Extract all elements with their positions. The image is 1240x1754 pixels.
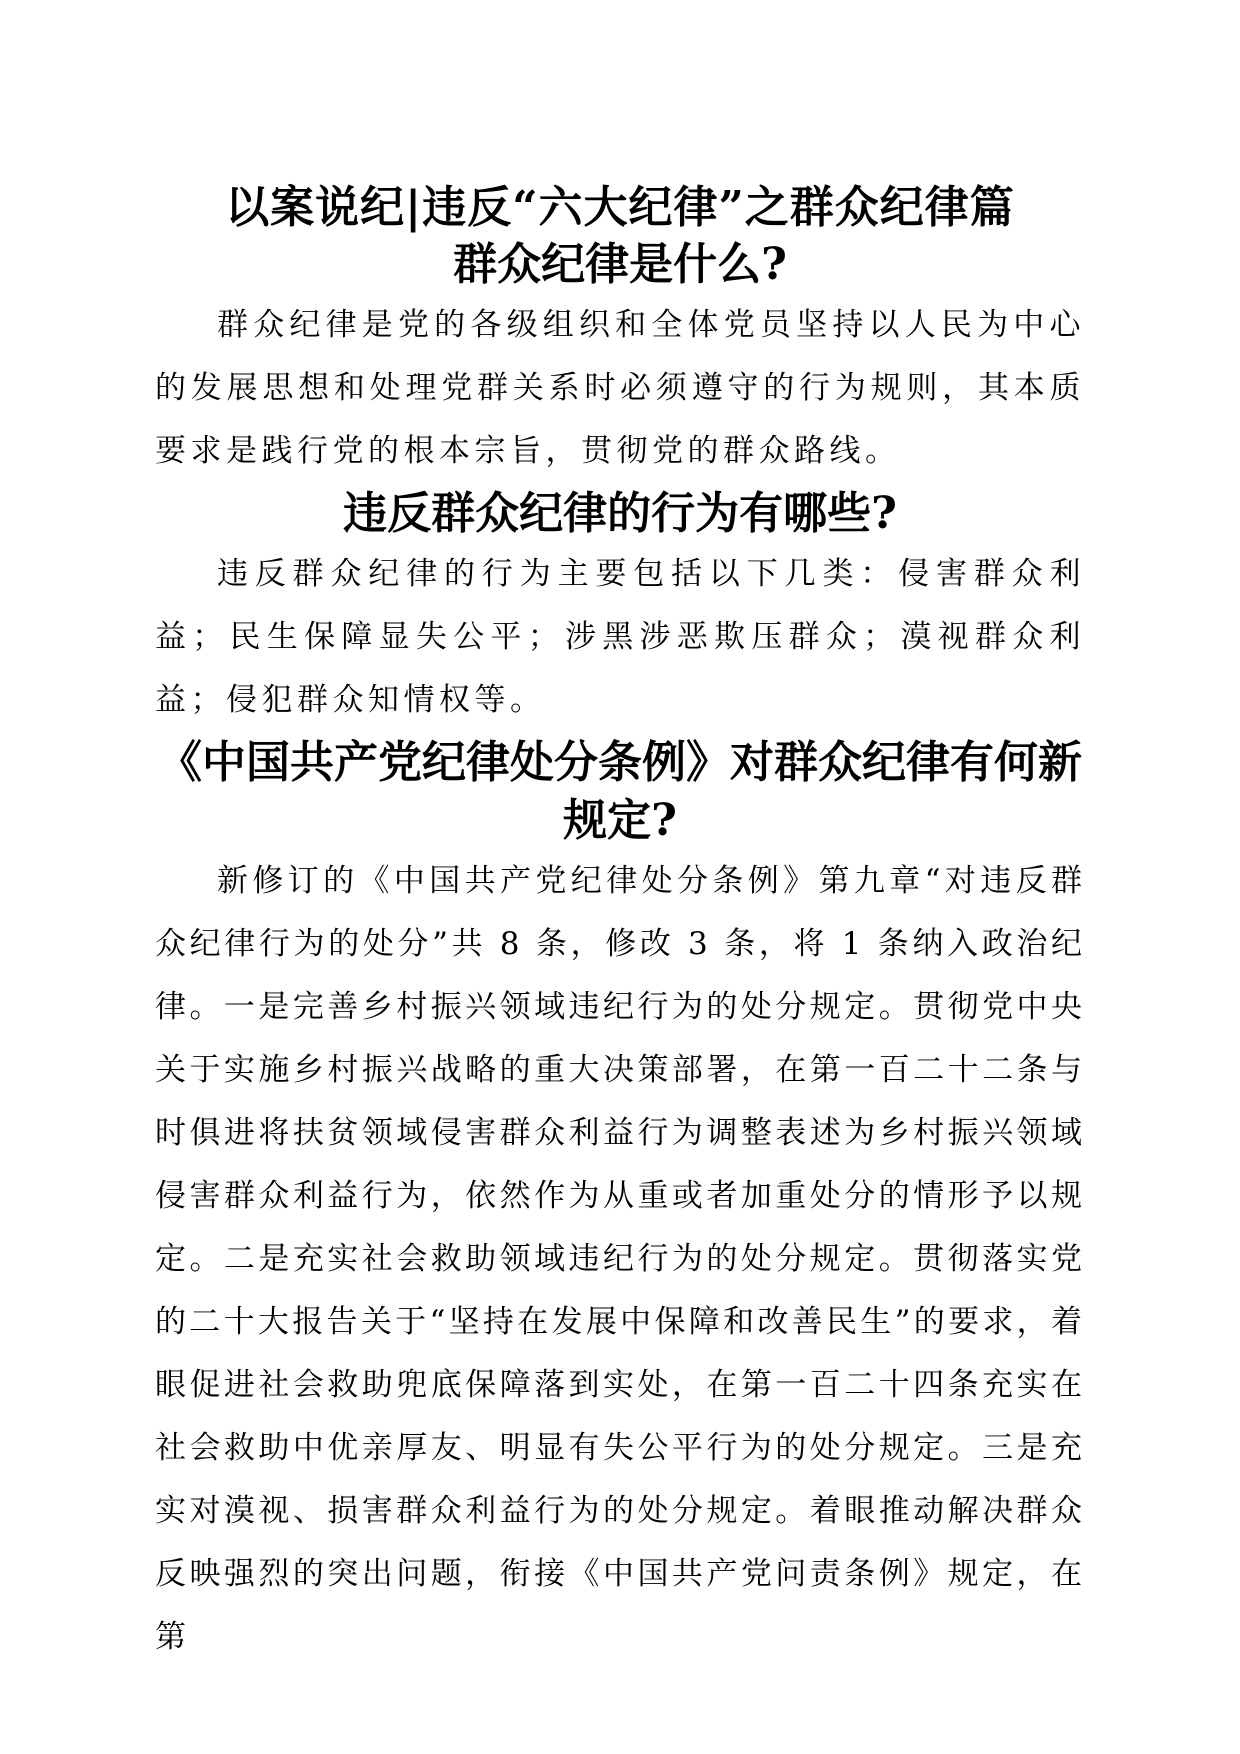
section-heading-violations: 违反群众纪律的行为有哪些? [343, 488, 897, 539]
document-title: 以案说纪|违反“六大纪律”之群众纪律篇 [225, 182, 1015, 233]
section-paragraph-new-rules: 新修订的《中国共产党纪律处分条例》第九章“对违反群众纪律行为的处分”共 8 条，修改 3 条，将 1 条纳入政治纪律。一是完善乡村振兴领域违纪行为的处分规定。贯彻党中央关于实施乡村振兴战略的重大决策部署，在第一百二十二条与时俱进将扶贫领域侵害群众利益行为调整表述为乡村振兴领域侵害群众利益行为，依然作为从重或者加重处分的情形予以规定。二是充实社会救助领域违纪行为的处分规定。贯彻落实党的二十大报告关于“坚持在发展中保障和改善民生”的要求，着眼促进社会救助兜底保障落到实处，在第一百二十四条充实在社会救助中优亲厚友、明显有失公平行为的处分规定。三是充实对漠视、损害群众利益行为的处分规定。着眼推动解决群众反映强烈的突出问题，衔接《中国共产党问责条例》规定，在第 [155, 863, 1085, 1655]
document-page [155, 180, 1085, 1669]
section-heading-new-rules: 《中国共产党纪律处分条例》对群众纪律有何新规定? [158, 737, 1082, 846]
section-paragraph-what-is: 群众纪律是党的各级组织和全体党员坚持以人民为中心的发展思想和处理党群关系时必须遵守的行为规则，其本质要求是践行党的根本宗旨，贯彻党的群众路线。 [155, 307, 1085, 469]
section-paragraph-violations: 违反群众纪律的行为主要包括以下几类：侵害群众利益；民生保障显失公平；涉黑涉恶欺压群众；漠视群众利益；侵犯群众知情权等。 [155, 556, 1085, 718]
section-heading-what-is: 群众纪律是什么? [453, 239, 787, 290]
